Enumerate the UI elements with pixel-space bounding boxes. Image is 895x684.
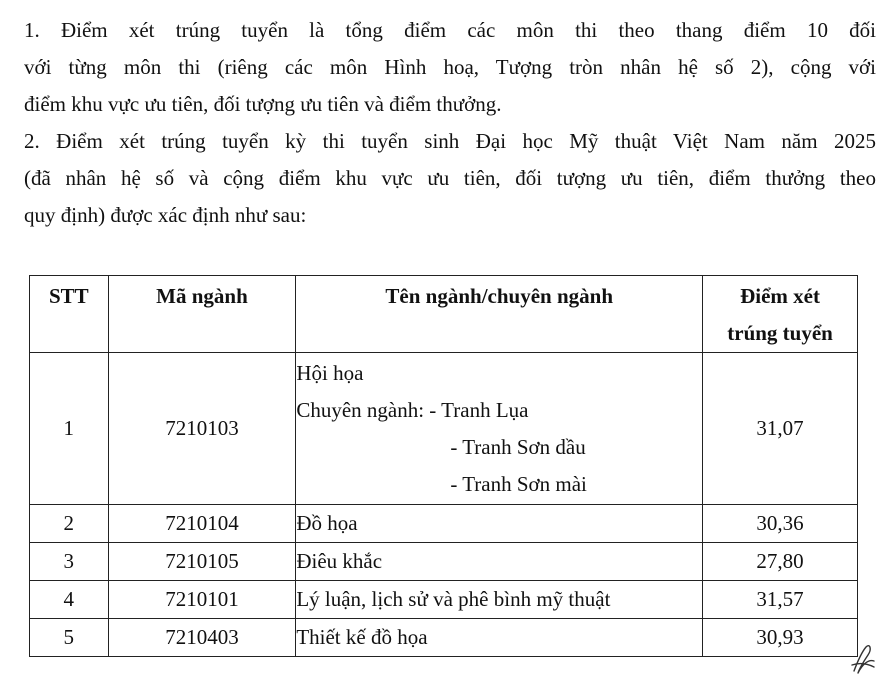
cell-major-code: 7210403 [108,619,296,657]
table-header-row [30,276,858,353]
cell-score: 30,36 [703,505,858,543]
cell-score: 27,80 [703,543,858,581]
cell-major-code: 7210101 [108,581,296,619]
paragraph-scoring-rule [24,12,876,123]
signature-mark-icon [848,641,878,677]
header-admission-score: Điểm xét trúng tuyển [703,276,858,353]
cell-score: 31,57 [703,581,858,619]
cell-major-name [296,353,703,505]
cell-major-name: Điêu khắc [296,543,703,581]
specialization-item: - Tranh Sơn mài [450,471,587,496]
paragraph-line: 1. Điểm xét trúng tuyển là tổng điểm các môn thi theo thang điểm 10 đối [24,18,876,42]
specialization-label: Chuyên ngành: - Tranh Lụa [296,397,529,422]
cell-major-name: Lý luận, lịch sử và phê bình mỹ thuật [296,581,703,619]
table-row [30,581,858,619]
paragraph-line: điểm khu vực ưu tiên, đối tượng ưu tiên và điểm thưởng. [24,92,502,116]
cell-stt: 4 [30,581,109,619]
paragraph-line: với từng môn thi (riêng các môn Hình hoạ, Tượng tròn nhân hệ số 2), cộng với [24,55,876,79]
cell-score: 31,07 [703,353,858,505]
cell-major-code: 7210103 [108,353,296,505]
header-stt: STT [30,276,109,353]
header-major-code: Mã ngành [108,276,296,353]
cell-major-code: 7210105 [108,543,296,581]
header-major-name: Tên ngành/chuyên ngành [296,276,703,353]
cell-major-name: Đồ họa [296,505,703,543]
table-row [30,619,858,657]
cell-stt: 2 [30,505,109,543]
cell-major-name: Thiết kế đồ họa [296,619,703,657]
table-row [30,543,858,581]
paragraph-line: quy định) được xác định như sau: [24,203,307,227]
table-row [30,505,858,543]
paragraph-admission-scores [24,123,876,234]
cell-stt: 3 [30,543,109,581]
table-row [30,353,858,505]
cell-stt: 5 [30,619,109,657]
specialization-item: - Tranh Sơn dầu [450,434,586,459]
admission-score-table [29,275,858,657]
paragraph-line: 2. Điểm xét trúng tuyển kỳ thi tuyển sinh Đại học Mỹ thuật Việt Nam năm 2025 [24,129,876,153]
cell-major-code: 7210104 [108,505,296,543]
major-name: Hội họa [296,360,364,385]
cell-score: 30,93 [703,619,858,657]
cell-stt: 1 [30,353,109,505]
paragraph-line: (đã nhân hệ số và cộng điểm khu vực ưu tiên, đối tượng ưu tiên, điểm thưởng theo [24,166,876,190]
